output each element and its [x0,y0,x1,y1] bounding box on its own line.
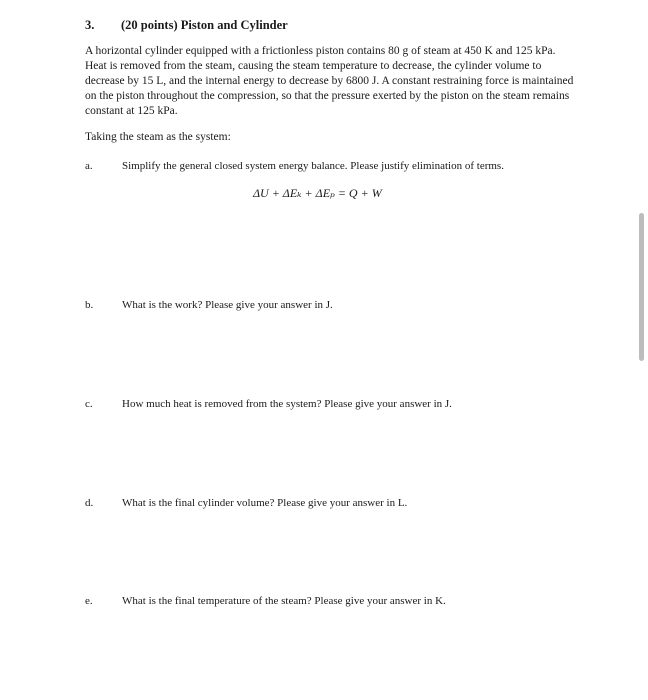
question-e [85,595,446,607]
question-letter: a. [85,160,93,172]
system-note: Taking the steam as the system: [85,131,231,143]
problem-header [85,18,288,33]
question-letter: e. [85,595,93,607]
question-c [85,398,452,410]
problem-intro [85,44,575,119]
question-letter: d. [85,497,94,509]
question-text: How much heat is removed from the system? Please give your answer in J. [122,398,452,410]
question-text: Simplify the general closed system energy balance. Please justify elimination of terms. [122,160,504,172]
scrollbar-thumb[interactable] [639,213,644,361]
question-letter: b. [85,299,94,311]
question-a [85,160,504,172]
question-text: What is the final temperature of the steam? Please give your answer in K. [122,595,446,607]
vertical-scrollbar[interactable] [632,0,648,700]
question-d [85,497,407,509]
energy-balance-equation: ΔU + ΔEₖ + ΔEₚ = Q + W [253,186,382,200]
question-b [85,299,333,311]
problem-number: 3. [85,18,95,32]
question-text: What is the work? Please give your answer in J. [122,299,333,311]
intro-text: A horizontal cylinder equipped with a frictionless piston contains 80 g of steam at 450 K and 125 kPa. Heat is removed from the steam, causing the steam temperature to decrease, the cylinder volume to decrease by 15 L, and the internal energy to decrease by 6800 J. A constant restraining force is maintained on the piston throughout the compression, so that the pressure exerted by the piston on the steam remains constant at 125 kPa. [85,45,574,117]
problem-title: (20 points) Piston and Cylinder [121,18,288,32]
question-text: What is the final cylinder volume? Please give your answer in L. [122,497,408,509]
question-letter: c. [85,398,93,410]
